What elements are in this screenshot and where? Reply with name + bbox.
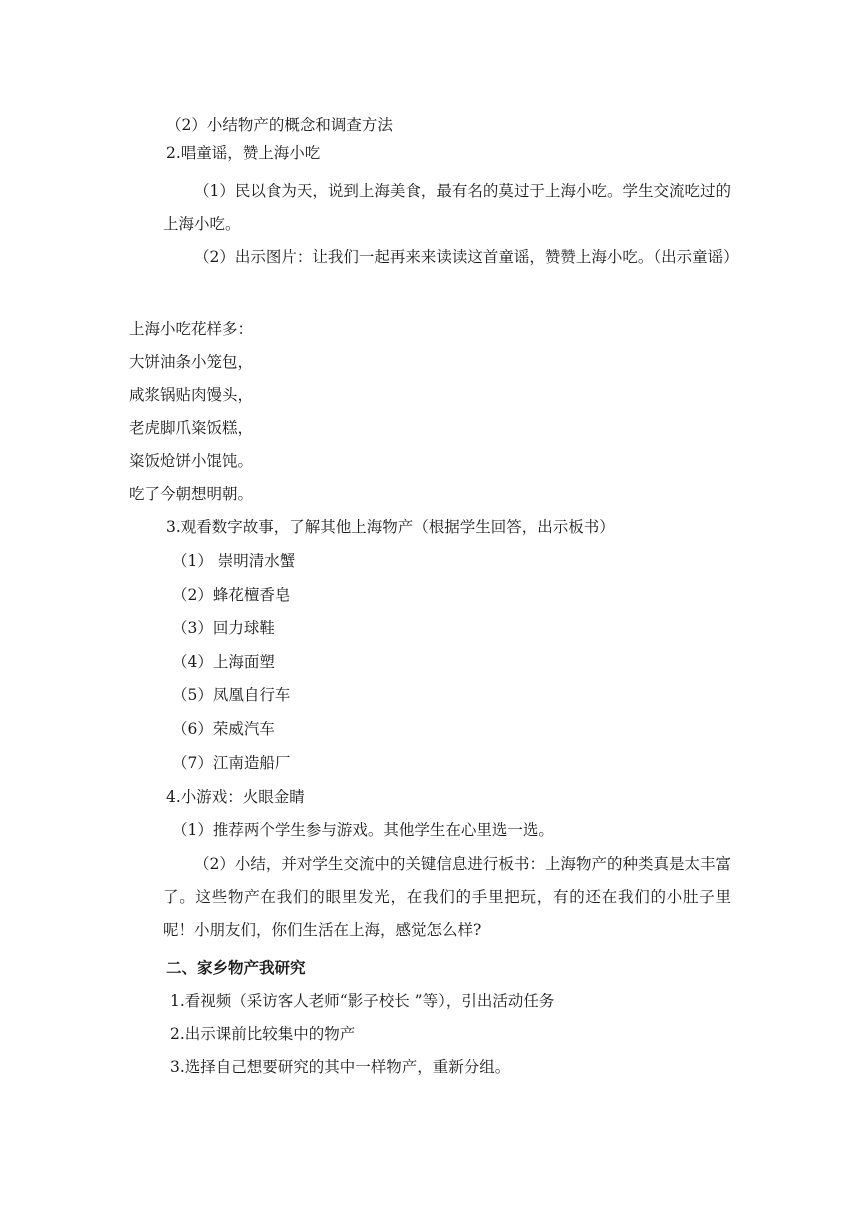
paragraph-shanghai-snacks: （1）民以食为天，说到上海美食，最有名的莫过于上海小吃。学生交流吃过的上海小吃。 [163, 182, 731, 233]
product-item: （5）凤凰自行车 [172, 686, 291, 704]
paragraph-summary: （2）小结，并对学生交流中的关键信息进行板书：上海物产的种类真是太丰富了。这些物产在我们的眼里发光，在我们的手里把玩，有的还在我们的小肚子里呢！小朋友们，你们生活在上海，感觉怎么样? [163, 855, 731, 939]
product-item: （1） 崇明清水蟹 [172, 552, 296, 570]
rhyme-line: 大饼油条小笼包， [129, 353, 254, 371]
product-item: （7）江南造船厂 [172, 754, 291, 772]
product-item: （2）蜂花檀香皂 [172, 586, 291, 604]
product-item: （6）荣威汽车 [172, 720, 275, 738]
game-step: （1）推荐两个学生参与游戏。其他学生在心里选一选。 [172, 821, 554, 839]
rhyme-line: 老虎脚爪粢饭糕， [129, 419, 254, 437]
activity-step: 3.选择自己想要研究的其中一样物产，重新分组。 [170, 1058, 511, 1076]
section-3-title: 3.观看数字故事，了解其他上海物产（根据学生回答，出示板书） [166, 518, 615, 536]
product-item: （3）回力球鞋 [172, 619, 275, 637]
paragraph-show-picture: （2）出示图片：让我们一起再来来读读这首童谣，赞赞上海小吃。（出示童谣） [194, 248, 739, 266]
product-item: （4）上海面塑 [172, 653, 275, 671]
section-heading: 二、家乡物产我研究 [166, 958, 306, 977]
activity-step: 1.看视频（采访客人老师“影子校长 ”等），引出活动任务 [170, 992, 555, 1010]
activity-step: 2.出示课前比较集中的物产 [170, 1025, 356, 1043]
rhyme-line: 吃了今朝想明朝。 [129, 485, 254, 503]
rhyme-line: 上海小吃花样多： [129, 320, 254, 338]
summary-line: （2）小结物产的概念和调查方法 [166, 116, 393, 134]
section-4-title: 4.小游戏：火眼金睛 [166, 788, 305, 806]
rhyme-line: 粢饭炝饼小馄饨。 [129, 452, 254, 470]
rhyme-line: 咸浆锅贴肉馒头， [129, 386, 254, 404]
section-2-title: 2.唱童谣，赞上海小吃 [166, 144, 321, 162]
